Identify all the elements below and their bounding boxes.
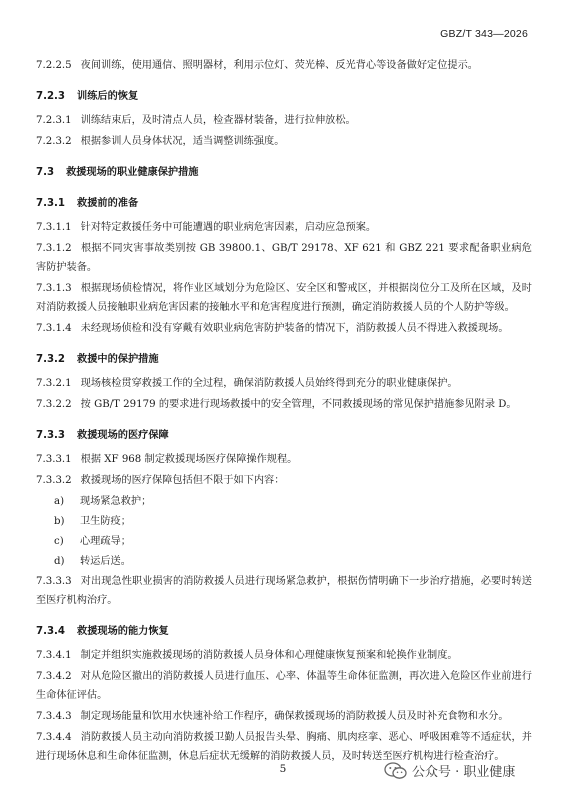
clause-paragraph <box>36 319 532 338</box>
clause-text: 夜间训练，使用通信、照明器材，利用示位灯、荧光棒、反光背心等设备做好定位提示。 <box>80 60 478 71</box>
clause-paragraph <box>36 395 532 414</box>
clause-paragraph <box>36 279 532 317</box>
clause-text: 对从危险区撤出的消防救援人员进行血压、心率、体温等生命体征监测，再次进入危险区作业前进行生命体征评估。 <box>36 671 532 701</box>
clause-text: 对出现急性职业损害的消防救援人员进行现场紧急救护，根据伤情明确下一步治疗措施，必要时转送至医疗机构治疗。 <box>36 576 532 606</box>
clause-number: 7.3.4.2 <box>36 671 72 682</box>
clause-number: 7.3.3.2 <box>36 475 72 486</box>
clause-number: 7.3.4.3 <box>36 711 72 722</box>
standard-code: GBZ/T 343—2026 <box>440 28 528 40</box>
clause-text: 根据 XF 968 制定救援现场医疗保障操作规程。 <box>80 454 298 465</box>
clause-number: 7.3.1 <box>36 198 66 209</box>
clause-number: 7.3.1.1 <box>36 222 72 233</box>
clause-text: 制定并组织实施救援现场的消防救援人员身体和心理健康恢复预案和轮换作业制度。 <box>80 650 458 661</box>
section-heading <box>36 622 532 641</box>
clause-paragraph <box>36 450 532 469</box>
list-item-text: 心理疏导； <box>80 536 131 547</box>
list-item <box>54 492 532 511</box>
page-number: 5 <box>279 763 287 775</box>
clause-text: 根据参训人员身体状况，适当调整训练强度。 <box>80 136 285 147</box>
document-body <box>36 56 532 768</box>
clause-number: 7.3.3.3 <box>36 576 72 587</box>
clause-number: 7.3.4.4 <box>36 732 72 743</box>
list-marker: c) <box>54 536 64 547</box>
clause-paragraph <box>36 132 532 151</box>
watermark <box>384 761 515 780</box>
clause-number: 7.3.4 <box>36 626 66 637</box>
heading-text: 救援现场的职业健康保护措施 <box>66 167 199 178</box>
clause-text: 针对特定救援任务中可能遭遇的职业病危害因素，启动应急预案。 <box>80 222 377 233</box>
section-heading <box>36 87 532 106</box>
list-item-text: 现场紧急救护； <box>80 496 152 507</box>
section-heading <box>36 163 532 182</box>
clause-paragraph <box>36 374 532 393</box>
clause-paragraph <box>36 707 532 726</box>
clause-number: 7.3.3 <box>36 430 66 441</box>
clause-text: 制定现场能量和饮用水快速补给工作程序，确保救援现场的消防救援人员及时补充食物和水分。 <box>80 711 509 722</box>
heading-text: 救援现场的能力恢复 <box>77 626 169 637</box>
clause-paragraph <box>36 572 532 610</box>
clause-number: 7.3.1.2 <box>36 243 72 254</box>
clause-text: 现场核检贯穿救援工作的全过程，确保消防救援人员始终得到充分的职业健康保护。 <box>80 378 458 389</box>
list-item <box>54 512 532 531</box>
clause-paragraph <box>36 111 532 130</box>
list-item-text: 卫生防疫； <box>80 516 131 527</box>
clause-text: 救援现场的医疗保障包括但不限于如下内容： <box>80 475 285 486</box>
heading-text: 训练后的恢复 <box>77 91 139 102</box>
clause-paragraph <box>36 471 532 490</box>
list-item <box>54 552 532 571</box>
clause-number: 7.2.2.5 <box>36 60 72 71</box>
clause-number: 7.2.3.2 <box>36 136 72 147</box>
clause-text: 按 GB/T 29179 的要求进行现场救援中的安全管理，不同救援现场的常见保护措施参见附录 D。 <box>80 399 517 410</box>
clause-number: 7.3.2.1 <box>36 378 72 389</box>
clause-text: 消防救援人员主动向消防救援卫勤人员报告头晕、胸痛、肌肉痉挛、恶心、呼吸困难等不适症状，并进行现场休息和生命体征监测，休息后症状无缓解的消防救援人员，及时转送至医疗机构进行检查治疗。 <box>36 732 532 762</box>
clause-text: 根据不同灾害事故类别按 GB 39800.1、GB/T 29178、XF 621 和 GBZ 221 要求配备职业病危害防护装备。 <box>36 243 532 273</box>
list-marker: a) <box>54 496 65 507</box>
list-item-text: 转运后送。 <box>80 556 131 567</box>
list-marker: b) <box>54 516 65 527</box>
heading-text: 救援前的准备 <box>77 198 139 209</box>
wechat-logo-icon <box>384 762 408 780</box>
clause-text: 未经现场侦检和没有穿戴有效职业病危害防护装备的情况下，消防救援人员不得进入救援现场。 <box>80 323 509 334</box>
list-marker: d) <box>54 556 65 567</box>
clause-number: 7.3.4.1 <box>36 650 72 661</box>
section-heading <box>36 350 532 369</box>
clause-number: 7.3.1.3 <box>36 283 72 294</box>
section-heading <box>36 426 532 445</box>
heading-text: 救援现场的医疗保障 <box>77 430 169 441</box>
section-heading <box>36 194 532 213</box>
clause-number: 7.3 <box>36 167 55 178</box>
clause-number: 7.3.2 <box>36 354 66 365</box>
clause-number: 7.3.2.2 <box>36 399 72 410</box>
clause-paragraph <box>36 218 532 237</box>
list-item <box>54 532 532 551</box>
clause-paragraph <box>36 56 532 75</box>
clause-text: 根据现场侦检情况，将作业区域划分为危险区、安全区和警戒区，并根据岗位分工及所在区域，及时对消防救援人员接触职业病危害因素的接触水平和危害程度进行预测，确定消防救援人员的个人防护等级。 <box>36 283 532 313</box>
clause-number: 7.2.3 <box>36 91 66 102</box>
watermark-text: 公众号 · 职业健康 <box>412 765 516 780</box>
clause-paragraph <box>36 667 532 705</box>
clause-number: 7.3.3.1 <box>36 454 72 465</box>
clause-number: 7.3.1.4 <box>36 323 72 334</box>
clause-text: 训练结束后，及时清点人员，检查器材装备，进行拉伸放松。 <box>80 115 356 126</box>
clause-paragraph <box>36 239 532 277</box>
heading-text: 救援中的保护措施 <box>77 354 159 365</box>
clause-paragraph <box>36 646 532 665</box>
clause-number: 7.2.3.1 <box>36 115 72 126</box>
